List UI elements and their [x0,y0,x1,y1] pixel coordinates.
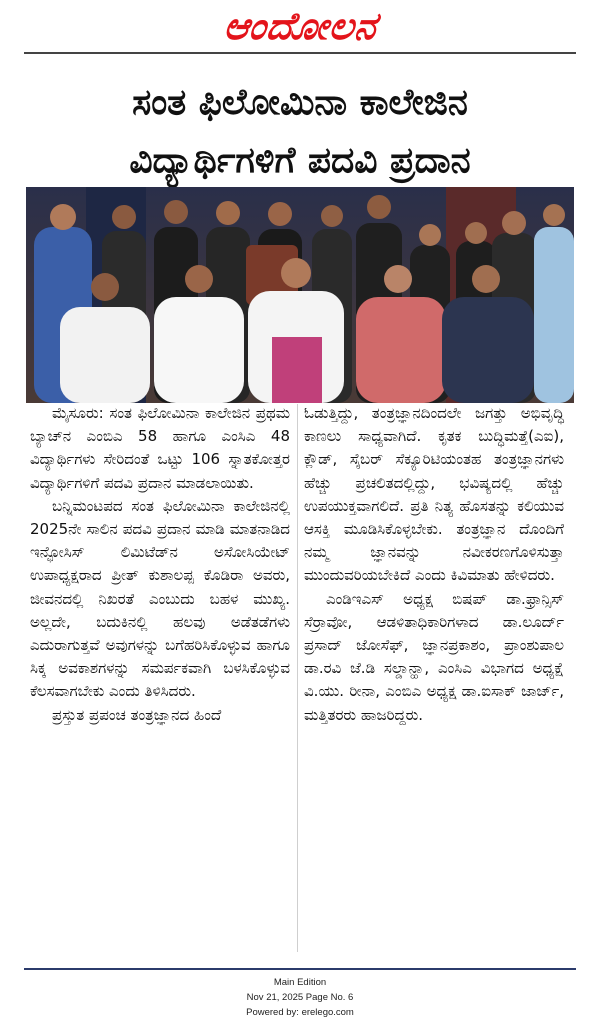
headline-line-2: ವಿದ್ಯಾರ್ಥಿಗಳಿಗೆ ಪದವಿ ಪ್ರದಾನ [129,140,471,181]
group-photo-illustration [26,187,574,403]
newspaper-logo: ಆಂದೋಲನ [221,4,379,48]
article-headline [24,74,576,190]
article-column-left [30,402,290,958]
powered-by-label: Powered by: erelego.com [246,1007,354,1018]
column-divider [297,404,298,952]
article-column-right [304,402,564,958]
paragraph: ಪ್ರಸ್ತುತ ಪ್ರಪಂಚ ತಂತ್ರಜ್ಞಾನದ ಹಿಂದೆ [52,705,222,724]
article-body [30,402,570,958]
headline-line-1: ಸಂತ ಫಿಲೋಮಿನಾ ಕಾಲೇಜಿನ [132,82,468,123]
masthead [0,0,600,52]
masthead-rule [24,52,576,54]
article-photo [26,187,574,403]
paragraph: ಎಂಡಿಇಎಸ್ ಅಧ್ಯಕ್ಷ ಬಿಷಪ್ ಡಾ.ಫ್ರಾನ್ಸಿಸ್ ಸೆರ್ರಾವೋ, ಆಡಳಿತಾಧಿಕಾರಿಗಳಾದ ಡಾ.ಲೂರ್ದ್ ಪ್ರಸಾದ್ ಜೋಸೆಫ್, ಜ್ಞಾನಪ್ರಕಾಶಂ, ಪ್ರಾಂಶುಪಾಲ ಡಾ.ರವಿ ಜೆ.ಡಿ ಸಲ್ಡಾನ್ಹಾ, ಎಂಸಿಎ ವಿಭಾಗದ ಅಧ್ಯಕ್ಷೆ ವಿ.ಯು. ರೀನಾ, ಎಂಬಿಎ ಅಧ್ಯಕ್ಷ ಡಾ.ಐಸಾಕ್ ಜಾರ್ಜ್, ಮತ್ತಿತರರು ಹಾಜರಿದ್ದರು. [304,589,564,724]
page-footer [0,975,600,1020]
paragraph: ಓಡುತ್ತಿದ್ದು, ತಂತ್ರಜ್ಞಾನದಿಂದಲೇ ಜಗತ್ತು ಅಭಿವೃದ್ಧಿ ಕಾಣಲು ಸಾಧ್ಯವಾಗಿದೆ. ಕೃತಕ ಬುದ್ಧಿಮತ್ತೆ(ಎಐ), ಕ್ಲೌಡ್, ಸೈಬರ್ ಸೆಕ್ಯೂರಿಟಿಯಂತಹ ತಂತ್ರಜ್ಞಾನಗಳು ಹೆಚ್ಚು ಪ್ರಚಲಿತದಲ್ಲಿದ್ದು, ಭವಿಷ್ಯದಲ್ಲಿ ಹೆಚ್ಚು ಉಪಯುಕ್ತವಾಗಲಿದೆ. ಪ್ರತಿ ನಿತ್ಯ ಹೊಸತನ್ನು ಕಲಿಯುವ ಆಸಕ್ತಿ ಮೂಡಿಸಿಕೊಳ್ಳಬೇಕು. ತಂತ್ರಜ್ಞಾನ ದೊಂದಿಗೆ ನಮ್ಮ ಜ್ಞಾನವನ್ನು ನವೀಕರಣಗೊಳಿಸುತ್ತಾ ಮುಂದುವರಿಯಬೇಕಿದೆ ಎಂದು ಕಿವಿಮಾತು ಹೇಳಿದರು. [304,404,564,585]
paragraph: ಬನ್ನಿಮಂಟಪದ ಸಂತ ಫಿಲೋಮಿನಾ ಕಾಲೇಜಿನಲ್ಲಿ 2025ನೇ ಸಾಲಿನ ಪದವಿ ಪ್ರದಾನ ಮಾಡಿ ಮಾತನಾಡಿದ ಇನ್ಫೋಸಿಸ್ ಲಿಮಿಟೆಡ್‌ನ ಅಸೋಸಿಯೇಟ್ ಉಪಾಧ್ಯಕ್ಷರಾದ ಪ್ರೀತ್ ಕುಶಾಲಪ್ಪ ಕೊಡಿರಾ ಅವರು, ಜೀವನದಲ್ಲಿ ನಿಖರತೆ ಎಂಬುದು ಬಹಳ ಮುಖ್ಯ. ಅಲ್ಲದೇ, ಬದುಕಿನಲ್ಲಿ ಹಲವು ಅಡೆತಡೆಗಳು ಎದುರಾಗುತ್ತವೆ ಅವುಗಳನ್ನು ಬಗೆಹರಿಸಿಕೊಳ್ಳುವ ಹಾಗೂ ಸಿಕ್ಕ ಅವಕಾಶಗಳನ್ನು ಸಮರ್ಪಕವಾಗಿ ಬಳಸಿಕೊಳ್ಳುವ ಕೆಲಸವಾಗಬೇಕು ಎಂದು ತಿಳಿಸಿದರು. [30,496,290,701]
edition-label: Main Edition [273,977,327,988]
date-page-label: Nov 21, 2025 Page No. 6 [246,992,354,1003]
footer-rule [24,968,576,970]
paragraph: ಮೈಸೂರು: ಸಂತ ಫಿಲೋಮಿನಾ ಕಾಲೇಜಿನ ಪ್ರಥಮ ಬ್ಯಾಚ್‌ನ ಎಂಬಿಎ 58 ಹಾಗೂ ಎಂಸಿಎ 48 ವಿದ್ಯಾರ್ಥಿಗಳು ಸೇರಿದಂತೆ ಒಟ್ಟು 106 ಸ್ನಾತಕೋತ್ತರ ವಿದ್ಯಾರ್ಥಿಗಳಿಗೆ ಪದವಿ ಪ್ರದಾನ ಮಾಡಲಾಯಿತು. [30,404,290,492]
